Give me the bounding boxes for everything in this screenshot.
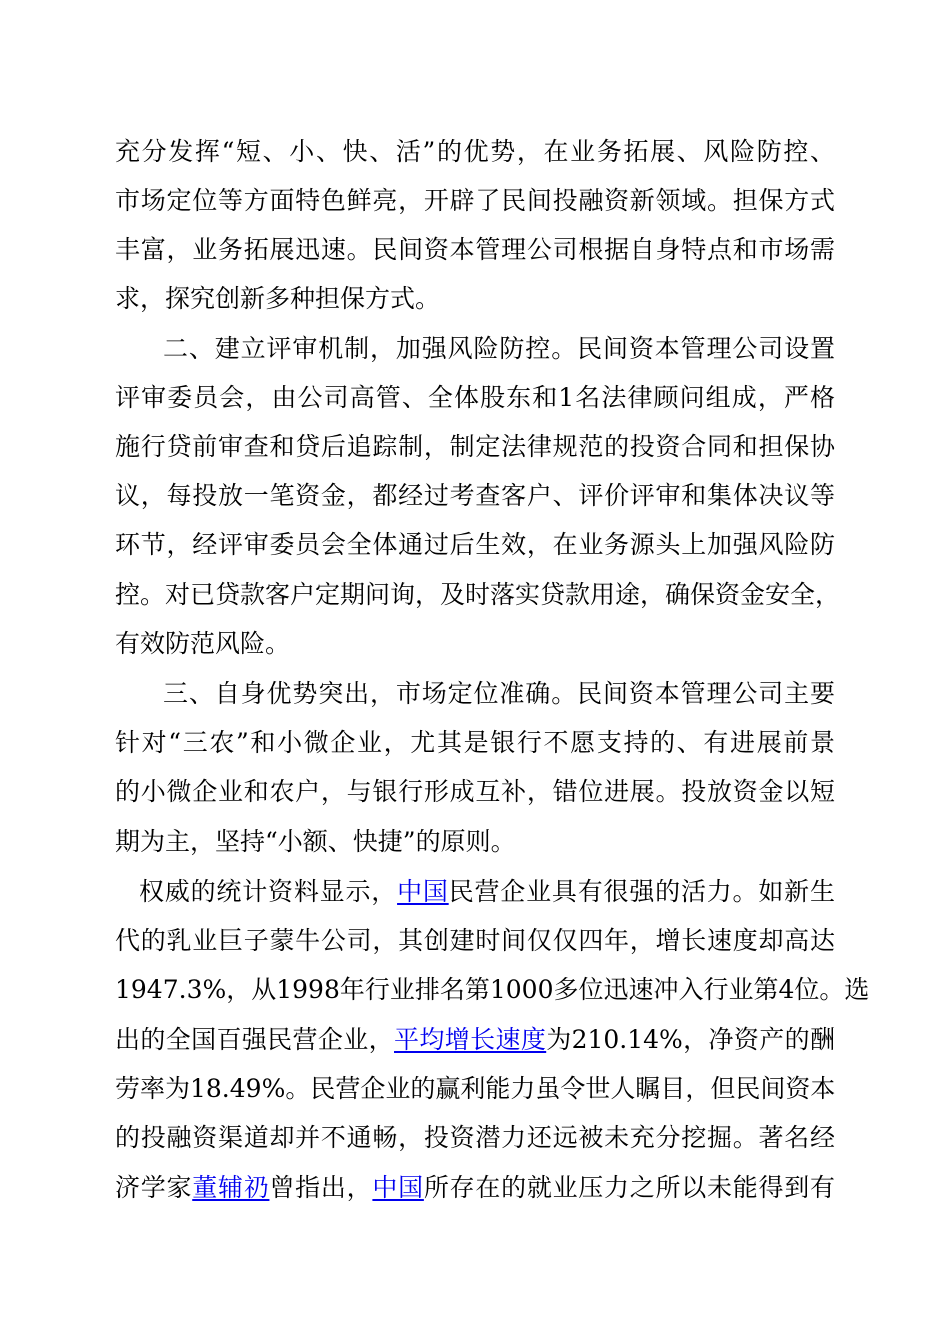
text-line	[115, 378, 835, 418]
text-segment: 1947.3%，从1998年行业排名第1000多位迅速冲入行业第4位。选	[115, 975, 870, 1004]
text-segment: 代的乳业巨子蒙牛公司，其创建时间仅仅四年，增长速度却高达	[115, 926, 835, 955]
text-line	[115, 1020, 835, 1060]
hyperlink[interactable]: 中国	[397, 877, 449, 906]
text-segment: 充分发挥“短、小、快、活”的优势，在业务拓展、风险防控、	[115, 137, 835, 166]
text-segment: 出的全国百强民营企业，	[115, 1025, 395, 1054]
text-segment: 民营企业具有很强的活力。如新生	[448, 877, 835, 906]
text-segment: 评审委员会，由公司高管、全体股东和1名法律顾问组成，严格	[115, 383, 835, 412]
text-segment: 有效防范风险。	[115, 629, 291, 658]
text-segment: 曾指出，	[269, 1173, 373, 1202]
text-line	[115, 230, 835, 270]
text-line	[115, 624, 835, 664]
text-segment: 议，每投放一笔资金，都经过考查客户、评价评审和集体决议等	[115, 481, 835, 510]
text-segment: 期为主，坚持“小额、快捷”的原则。	[115, 827, 516, 856]
text-segment: 济学家	[115, 1173, 193, 1202]
text-line	[115, 279, 835, 319]
text-segment: 权威的统计资料显示，	[139, 877, 398, 906]
text-segment: 施行贷前审查和贷后追踪制，制定法律规范的投资合同和担保协	[115, 432, 835, 461]
text-segment: 环节，经评审委员会全体通过后生效，在业务源头上加强风险防	[115, 530, 835, 559]
text-line	[115, 132, 835, 172]
text-line	[163, 674, 835, 714]
text-line	[115, 1118, 835, 1158]
text-line	[163, 329, 835, 369]
hyperlink[interactable]: 董辅礽	[192, 1173, 270, 1202]
text-segment: 所存在的就业压力之所以未能得到有	[423, 1173, 835, 1202]
text-line	[115, 970, 870, 1010]
text-segment: 三、自身优势突出，市场定位准确。民间资本管理公司主要	[163, 679, 835, 708]
text-segment: 二、建立评审机制，加强风险防控。民间资本管理公司设置	[163, 334, 835, 363]
text-line	[115, 181, 835, 221]
text-segment: 市场定位等方面特色鲜亮，开辟了民间投融资新领域。担保方式	[115, 186, 835, 215]
text-line	[115, 1168, 835, 1208]
text-line	[115, 772, 835, 812]
text-line	[139, 872, 835, 912]
hyperlink[interactable]: 平均增长速度	[394, 1025, 547, 1054]
text-segment: 的小微企业和农户，与银行形成互补，错位进展。投放资金以短	[115, 777, 835, 806]
text-line	[115, 822, 835, 862]
hyperlink[interactable]: 中国	[372, 1173, 424, 1202]
text-segment: 的投融资渠道却并不通畅，投资潜力还远被未充分挖掘。著名经	[115, 1123, 835, 1152]
text-line	[115, 723, 835, 763]
text-segment: 控。对已贷款客户定期问询，及时落实贷款用途，确保资金安全，	[115, 580, 841, 609]
text-segment: 劳率为18.49%。民营企业的赢利能力虽令世人瞩目，但民间资本	[115, 1074, 836, 1103]
text-line	[115, 476, 835, 516]
text-line	[115, 575, 841, 615]
text-line	[115, 427, 835, 467]
text-segment: 针对“三农”和小微企业，尤其是银行不愿支持的、有进展前景	[115, 728, 835, 757]
text-line	[115, 1069, 835, 1109]
text-line	[115, 921, 835, 961]
text-segment: 求，探究创新多种担保方式。	[115, 284, 441, 313]
text-segment: 丰富，业务拓展迅速。民间资本管理公司根据自身特点和市场需	[115, 235, 835, 264]
text-segment: 为210.14%，净资产的酬	[546, 1025, 835, 1054]
text-line	[115, 525, 835, 565]
